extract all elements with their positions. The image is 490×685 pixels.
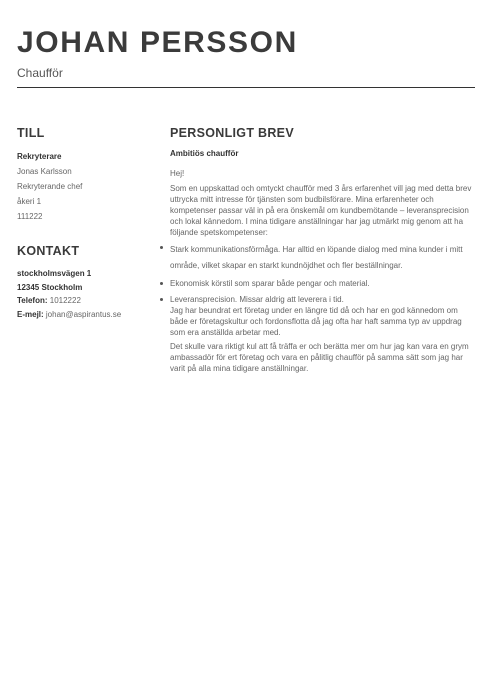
letter-subtitle: Ambitiös chaufför — [170, 149, 239, 158]
list-item: Stark kommunikationsförmåga. Har alltid en löpande dialog med mina kunder i mitt område, vilket skapar en starkt kundnöjdhet och fler beställningar. — [170, 242, 475, 274]
letter-paragraph-2: Det skulle vara riktigt kul att få träffa er och berätta mer om hur jag kan vara en grym ambassadör för ert företag och vara en pålitlig chaufför på samma sätt som jag har varit på alla mina tidigare anställningar. — [170, 342, 469, 373]
recipient-section — [17, 126, 152, 224]
bullet-icon — [160, 246, 163, 249]
contact-section — [17, 244, 152, 321]
letter-paragraph-1: Jag har beundrat ert företag under en längre tid då och har en god kännedom om både er företagskultur och fordonsflotta då jag ofta har haft samma typ av uppdrag som era anställda arbetar med. — [170, 306, 462, 337]
phone-label: Telefon — [17, 296, 45, 305]
recipient-title: TILL — [17, 126, 45, 140]
recipient-postcode: 111222 — [17, 212, 43, 221]
recipient-position: Rekryterande chef — [17, 182, 83, 191]
contact-city: 12345 Stockholm — [17, 282, 83, 292]
skills-list — [170, 242, 475, 374]
header-divider — [17, 87, 475, 88]
contact-title: KONTAKT — [17, 244, 80, 258]
applicant-role: Chaufför — [17, 66, 63, 80]
contact-email-row: E-mejl: johan@aspirantus.se — [17, 309, 122, 319]
bullet-icon — [160, 298, 163, 301]
letter-intro: Som en uppskattad och omtyckt chaufför med 3 års erfarenhet vill jag med detta brev uttrycka mitt intresse för tjänsten som budbilsförare. Mina erfarenheter och kompetenser passar väl in på era önskemål om kundbemötande – leveransprecision och lokal kännedom. I mina tidigare anställningar har jag utmärkt mig genom att ha följande spetskompetenser: — [170, 184, 472, 237]
resume-header — [17, 26, 475, 80]
recipient-name: Jonas Karlsson — [17, 167, 72, 176]
letter-title: PERSONLIGT BREV — [170, 126, 294, 140]
contact-phone-row: Telefon: 1012222 — [17, 296, 81, 305]
email-label: E-mejl — [17, 309, 42, 319]
letter-greeting: Hej! — [170, 169, 185, 178]
contact-street: stockholmsvägen 1 — [17, 269, 92, 278]
list-item: Ekonomisk körstil som sparar både pengar och material. — [170, 278, 475, 289]
phone-value: 1012222 — [49, 296, 81, 305]
email-value[interactable]: johan@aspirantus.se — [45, 309, 122, 319]
recipient-street: åkeri 1 — [17, 197, 42, 206]
letter-column — [170, 126, 475, 374]
list-item: Leveransprecision. Missar aldrig att leverera i tid. Jag har beundrat ert företag under en längre tid då och har en god kännedom om både er företagskultur och fordonsflotta då jag ofta har haft samma typ av uppdrag som era anställda arbetar med. Det skulle vara riktigt kul att få träffa er och berätta mer om hur jag kan vara en grym ambassadör för ert företag och vara en pålitlig chaufför på samma sätt som jag har varit på alla mina tidigare anställningar. — [170, 294, 475, 374]
applicant-name: JOHAN PERSSON — [17, 26, 298, 59]
recipient-label: Rekryterare — [17, 152, 62, 161]
bullet-icon — [160, 282, 163, 285]
left-column — [17, 126, 152, 321]
